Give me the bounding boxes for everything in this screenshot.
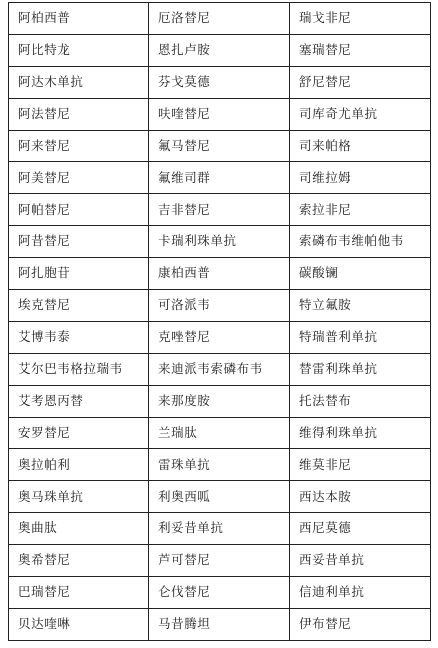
drug-name-cell: 西达本胺 xyxy=(290,481,431,513)
drug-name-cell: 西妥昔单抗 xyxy=(290,545,431,577)
drug-name-cell: 兰瑞肽 xyxy=(149,417,290,449)
drug-name-cell: 艾考恩丙替 xyxy=(9,385,149,417)
drug-name-cell: 索拉非尼 xyxy=(290,194,431,226)
drug-name-cell: 克唑替尼 xyxy=(149,321,290,353)
drug-name-table xyxy=(8,2,431,641)
table-row xyxy=(9,98,431,130)
drug-name-cell: 舒尼替尼 xyxy=(290,66,431,98)
drug-name-cell: 仑伐替尼 xyxy=(149,577,290,609)
table-row xyxy=(9,194,431,226)
table-row xyxy=(9,545,431,577)
table-row xyxy=(9,130,431,162)
drug-name-cell: 氟马替尼 xyxy=(149,130,290,162)
table-row xyxy=(9,226,431,258)
table-row xyxy=(9,258,431,290)
drug-name-cell: 利妥昔单抗 xyxy=(149,513,290,545)
drug-name-cell: 特立氟胺 xyxy=(290,290,431,322)
drug-name-cell: 奥拉帕利 xyxy=(9,449,149,481)
drug-name-cell: 特瑞普利单抗 xyxy=(290,321,431,353)
table-row xyxy=(9,608,431,640)
table-row xyxy=(9,290,431,322)
drug-name-cell: 西尼莫德 xyxy=(290,513,431,545)
drug-name-cell: 巴瑞替尼 xyxy=(9,577,149,609)
drug-name-cell: 阿来替尼 xyxy=(9,130,149,162)
table-row xyxy=(9,66,431,98)
drug-name-cell: 奥希替尼 xyxy=(9,545,149,577)
drug-name-cell: 阿柏西普 xyxy=(9,3,149,35)
table-row xyxy=(9,577,431,609)
table-row xyxy=(9,3,431,35)
drug-name-cell: 维莫非尼 xyxy=(290,449,431,481)
drug-name-cell: 阿达木单抗 xyxy=(9,66,149,98)
drug-name-cell: 来那度胺 xyxy=(149,385,290,417)
drug-name-cell: 伊布替尼 xyxy=(290,608,431,640)
drug-name-cell: 恩扎卢胺 xyxy=(149,34,290,66)
table-row xyxy=(9,321,431,353)
table-row xyxy=(9,162,431,194)
drug-name-cell: 瑞戈非尼 xyxy=(290,3,431,35)
drug-name-cell: 索磷布韦维帕他韦 xyxy=(290,226,431,258)
table-row xyxy=(9,385,431,417)
drug-name-cell: 司维拉姆 xyxy=(290,162,431,194)
drug-name-cell: 利奥西呱 xyxy=(149,481,290,513)
drug-name-cell: 阿美替尼 xyxy=(9,162,149,194)
table-row xyxy=(9,513,431,545)
drug-name-cell: 氟维司群 xyxy=(149,162,290,194)
drug-name-cell: 艾尔巴韦格拉瑞韦 xyxy=(9,353,149,385)
drug-name-cell: 埃克替尼 xyxy=(9,290,149,322)
drug-name-cell: 马昔腾坦 xyxy=(149,608,290,640)
drug-name-cell: 司来帕格 xyxy=(290,130,431,162)
drug-name-cell: 司库奇尤单抗 xyxy=(290,98,431,130)
drug-name-cell: 卡瑞利珠单抗 xyxy=(149,226,290,258)
drug-name-cell: 奥曲肽 xyxy=(9,513,149,545)
table-row xyxy=(9,449,431,481)
drug-name-cell: 阿昔替尼 xyxy=(9,226,149,258)
table-row xyxy=(9,481,431,513)
drug-name-cell: 阿扎胞苷 xyxy=(9,258,149,290)
drug-name-cell: 雷珠单抗 xyxy=(149,449,290,481)
drug-name-cell: 信迪利单抗 xyxy=(290,577,431,609)
drug-name-cell: 芦可替尼 xyxy=(149,545,290,577)
table-body xyxy=(9,3,431,641)
drug-name-cell: 芬戈莫德 xyxy=(149,66,290,98)
table-row xyxy=(9,34,431,66)
drug-name-cell: 替雷利珠单抗 xyxy=(290,353,431,385)
drug-name-cell: 碳酸镧 xyxy=(290,258,431,290)
drug-name-cell: 奥马珠单抗 xyxy=(9,481,149,513)
drug-name-cell: 安罗替尼 xyxy=(9,417,149,449)
drug-name-cell: 阿法替尼 xyxy=(9,98,149,130)
drug-name-cell: 维得利珠单抗 xyxy=(290,417,431,449)
drug-name-cell: 阿帕替尼 xyxy=(9,194,149,226)
table-row xyxy=(9,353,431,385)
drug-name-cell: 阿比特龙 xyxy=(9,34,149,66)
drug-name-cell: 托法替布 xyxy=(290,385,431,417)
drug-name-cell: 艾博韦泰 xyxy=(9,321,149,353)
drug-name-cell: 康柏西普 xyxy=(149,258,290,290)
drug-name-cell: 吉非替尼 xyxy=(149,194,290,226)
drug-name-cell: 可洛派韦 xyxy=(149,290,290,322)
drug-name-cell: 来迪派韦索磷布韦 xyxy=(149,353,290,385)
table-row xyxy=(9,417,431,449)
drug-name-cell: 塞瑞替尼 xyxy=(290,34,431,66)
drug-name-cell: 呋喹替尼 xyxy=(149,98,290,130)
drug-name-cell: 厄洛替尼 xyxy=(149,3,290,35)
drug-name-cell: 贝达喹啉 xyxy=(9,608,149,640)
